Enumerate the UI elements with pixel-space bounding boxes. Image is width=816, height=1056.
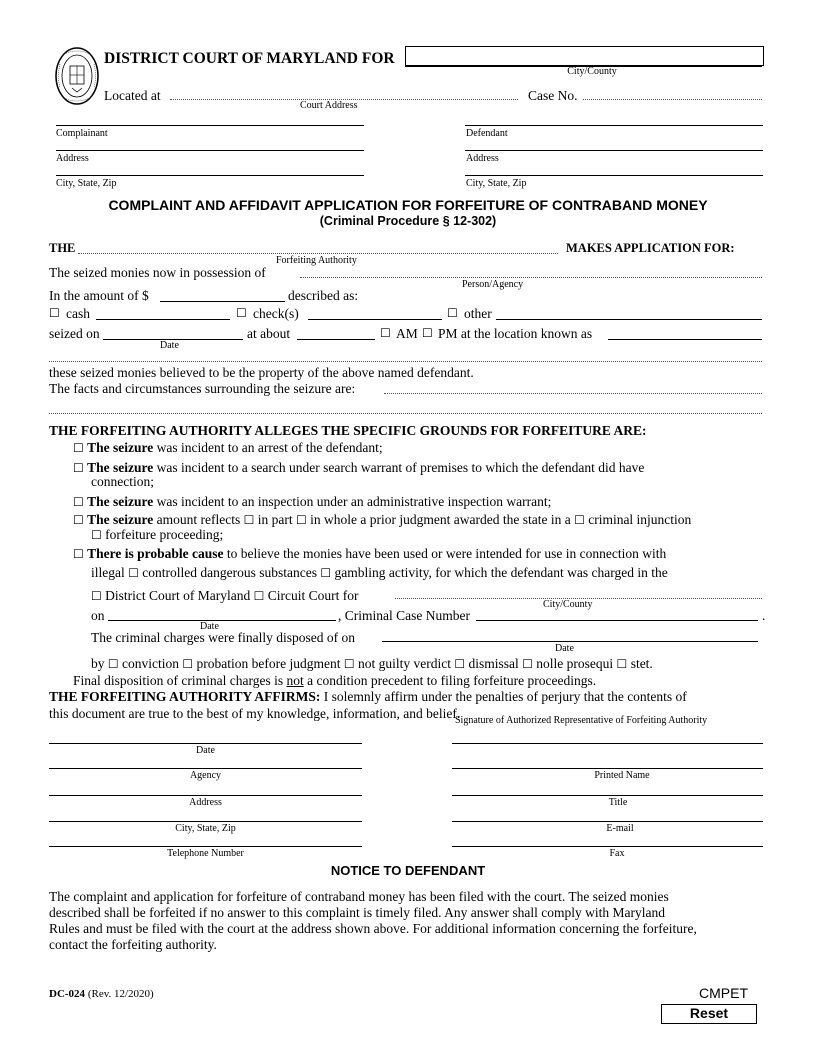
ground-2: ☐ The seizure was incident to a search under search warrant of premises to which the defendant did have [73,460,645,475]
at-about-label: at about [247,326,291,341]
defendant-input[interactable] [465,125,763,126]
case-no-label: Case No. [528,88,578,103]
complainant-label: Complainant [56,128,108,139]
cash-label: cash [66,306,90,321]
telephone-input[interactable] [49,846,362,847]
seized-date-label: Date [160,340,179,351]
grounds-heading: THE FORFEITING AUTHORITY ALLEGES THE SPECIFIC GROUNDS FOR FORFEITURE ARE: [49,423,647,438]
person-agency-input[interactable] [300,277,762,278]
ground-5-checkbox[interactable]: ☐ [73,547,84,561]
complainant-city-label: City, State, Zip [56,178,117,189]
agency-input[interactable] [49,768,362,769]
ground-3-checkbox[interactable]: ☐ [73,495,84,509]
other-label: other [464,306,492,321]
defendant-address-input[interactable] [465,150,763,151]
affirm-line-2: this document are true to the best of my knowledge, information, and belief. [49,706,461,721]
criminal-injunction-checkbox[interactable]: ☐ [574,513,585,527]
location-continued-input[interactable] [49,361,762,362]
checks-label: check(s) [253,306,299,321]
notice-body [49,889,769,953]
agency-label: Agency [189,770,222,781]
ground-5-cont: illegal ☐ controlled dangerous substances ☐ gambling activity, for which the defendant was charged in the [91,565,668,580]
period: . [762,608,766,623]
forfeiting-authority-label: Forfeiting Authority [276,255,357,266]
title-label: Title [608,797,628,808]
amount-label: In the amount of $ [49,288,149,303]
facts-input-2[interactable] [49,413,762,414]
notice-line: Rules and must be filed with the court at the address shown above. For additional information concerning the forfeiture, [49,921,697,936]
pm-label: PM at the location known as [438,326,593,341]
not-guilty-checkbox[interactable]: ☐ [343,657,355,671]
city-county-label: City/County [567,66,617,77]
am-checkbox[interactable]: ☐ [380,326,391,340]
ground-2-cont: connection; [91,474,154,489]
agency-address-input[interactable] [49,795,362,796]
checks-checkbox[interactable]: ☐ [236,306,247,320]
case-no-input[interactable] [583,99,762,100]
printed-name-label: Printed Name [594,770,650,781]
cash-input[interactable] [96,319,230,320]
court-title: DISTRICT COURT OF MARYLAND FOR [104,50,395,67]
notice-heading: NOTICE TO DEFENDANT [330,863,486,878]
the-label: THE [49,241,76,255]
district-court-checkbox[interactable]: ☐ [91,589,102,603]
email-input[interactable] [452,821,763,822]
defendant-city-label: City, State, Zip [466,178,527,189]
date-signed-input[interactable] [49,743,362,744]
complainant-city-input[interactable] [56,175,364,176]
affirm-line-1: THE FORFEITING AUTHORITY AFFIRMS: I solemnly affirm under the penalties of perjury that the contents of [49,689,687,704]
ground-5: ☐ There is probable cause to believe the monies have been used or were intended for use in connection with [73,546,667,561]
forfeiting-authority-input[interactable] [78,253,558,254]
date-signed-label: Date [196,745,215,756]
complainant-address-label: Address [56,153,89,164]
on-label: on [91,608,105,623]
form-title: COMPLAINT AND AFFIDAVIT APPLICATION FOR FORFEITURE OF CONTRABAND MONEY [108,197,708,213]
pm-checkbox[interactable]: ☐ [422,326,433,340]
makes-application-label: MAKES APPLICATION FOR: [566,241,735,255]
person-agency-label: Person/Agency [462,279,524,290]
telephone-label: Telephone Number [167,848,244,859]
nolle-checkbox[interactable]: ☐ [522,657,533,671]
ground-1-checkbox[interactable]: ☐ [73,441,84,455]
notice-line: The complaint and application for forfeiture of contraband money has been filed with the court. The seized monies [49,889,669,904]
finally-disposed-label: The criminal charges were finally disposed of on [91,630,356,645]
signature-input-2[interactable] [452,768,763,769]
facts-label: The facts and circumstances surrounding the seizure are: [49,381,356,396]
agency-address-label: Address [189,797,222,808]
agency-city-label: City, State, Zip [175,823,236,834]
checks-input[interactable] [308,319,442,320]
ground-4-checkbox[interactable]: ☐ [73,513,84,527]
reset-button[interactable]: Reset [661,1004,757,1024]
charge-date-label: Date [200,621,219,632]
form-number: DC-024 (Rev. 12/2020) [49,988,154,1000]
email-label: E-mail [606,823,634,834]
court-address-label: Court Address [300,100,358,111]
in-whole-checkbox[interactable]: ☐ [296,513,307,527]
form-subtitle: (Criminal Procedure § 12-302) [319,214,497,228]
circuit-court-checkbox[interactable]: ☐ [253,589,265,603]
cds-checkbox[interactable]: ☐ [128,566,139,580]
seized-possession-label: The seized monies now in possession of [49,265,266,280]
amount-input[interactable] [160,301,285,302]
defendant-address-label: Address [466,153,499,164]
located-at-label: Located at [104,88,161,103]
disposition-date-input[interactable] [382,641,758,642]
location-input[interactable] [608,339,762,340]
fax-input[interactable] [452,846,763,847]
cash-checkbox[interactable]: ☐ [49,306,60,320]
signature-input[interactable] [452,743,763,744]
time-input[interactable] [297,339,375,340]
criminal-case-label: , Criminal Case Number [338,608,470,623]
ground-3: ☐ The seizure was incident to an inspection under an administrative inspection warrant; [73,494,552,509]
defendant-city-input[interactable] [465,175,763,176]
defendant-label: Defendant [466,128,508,139]
forfeiture-proceeding-checkbox[interactable]: ☐ [91,528,102,542]
am-label: AM [396,326,418,341]
ground-2-checkbox[interactable]: ☐ [73,461,84,475]
conviction-checkbox[interactable]: ☐ [107,657,119,671]
ground-4: ☐ The seizure amount reflects ☐ in part ☐ in whole a prior judgment awarded the state in a ☐ criminal injunction [73,512,692,527]
ground-4-cont: ☐ forfeiture proceeding; [91,527,224,542]
city-county-input[interactable] [405,46,764,66]
ground-1: ☐ The seizure was incident to an arrest of the defendant; [73,440,383,455]
seized-on-label: seized on [49,326,100,341]
complainant-address-input[interactable] [56,150,364,151]
stet-checkbox[interactable]: ☐ [616,657,628,671]
pbj-checkbox[interactable]: ☐ [182,657,194,671]
gambling-checkbox[interactable]: ☐ [320,566,332,580]
charge-date-input[interactable] [108,620,336,621]
court-choice: ☐ District Court of Maryland ☐ Circuit Court for [91,588,359,603]
disposition-date-label: Date [555,643,574,654]
believed-text: these seized monies believed to be the property of the above named defendant. [49,365,474,380]
signature-label: Signature of Authorized Representative of Forfeiting Authority [455,715,708,726]
circuit-city-county-label: City/County [543,599,593,610]
notice-line: described shall be forfeited if no answer to this complaint is timely filed. Any answer shall comply with Maryland [49,905,665,920]
agency-city-input[interactable] [49,821,362,822]
court-seal-icon [54,46,100,106]
other-input[interactable] [496,319,762,320]
form-code: CMPET [699,985,748,1001]
title-input[interactable] [452,795,763,796]
criminal-case-input[interactable] [476,620,758,621]
notice-line: contact the forfeiting authority. [49,937,217,952]
complainant-input[interactable] [56,125,364,126]
final-disposition-note: Final disposition of criminal charges is not a condition precedent to filing forfeiture proceedings. [73,673,597,688]
other-checkbox[interactable]: ☐ [447,306,458,320]
facts-input[interactable] [384,393,762,394]
described-as-label: described as: [288,288,359,303]
fax-label: Fax [609,848,625,859]
disposition-options: by ☐ conviction ☐ probation before judgment ☐ not guilty verdict ☐ dismissal ☐ nolle prosequi ☐ stet. [91,656,653,671]
in-part-checkbox[interactable]: ☐ [243,513,255,527]
dismissal-checkbox[interactable]: ☐ [454,657,466,671]
